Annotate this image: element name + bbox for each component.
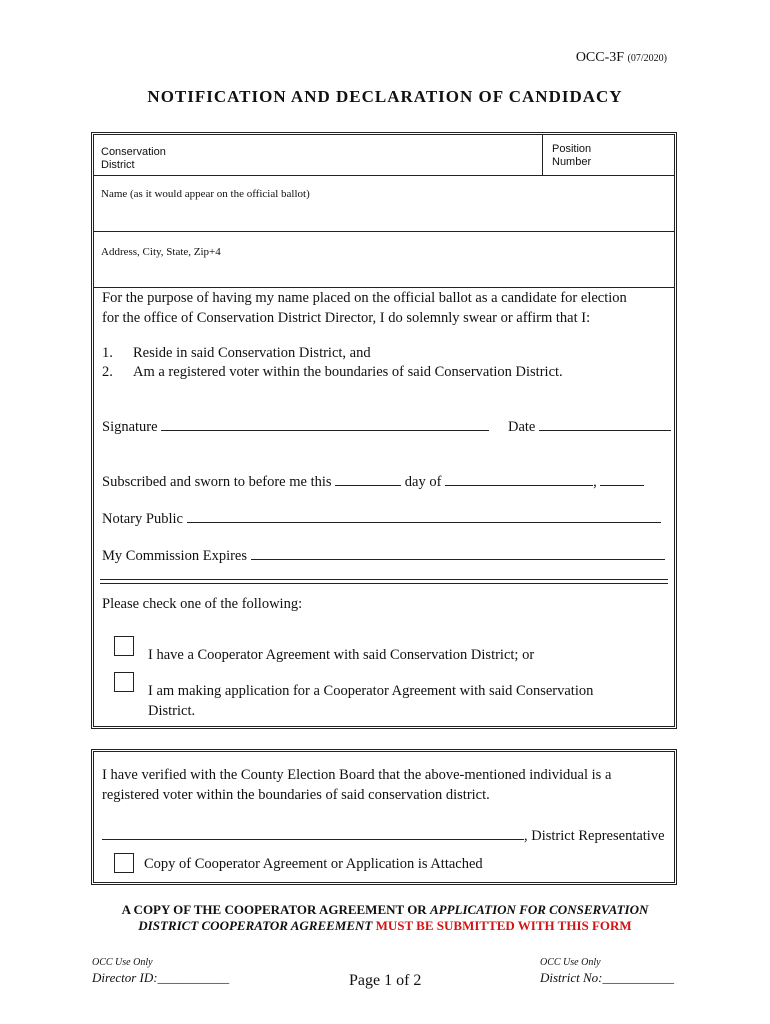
form-code	[576, 50, 667, 66]
address-field[interactable]	[98, 261, 673, 285]
date-label: Date	[508, 419, 536, 435]
representative-row	[102, 825, 665, 846]
double-divider	[100, 579, 668, 584]
form-revision: (07/2020)	[627, 53, 667, 64]
address-label: Address, City, State, Zip+4	[101, 246, 221, 258]
commission-line[interactable]	[251, 545, 665, 560]
notary-row	[102, 508, 661, 529]
submission-notice: A COPY OF THE COOPERATOR AGREEMENT OR APPLICATION FOR CONSERVATION DISTRICT COOPERATOR AGREEMENT MUST BE SUBMITTED WITH THIS FORM	[121, 902, 649, 933]
checklist-prompt: Please check one of the following:	[102, 596, 303, 612]
applying-agreement-checkbox[interactable]	[114, 672, 134, 692]
notary-line[interactable]	[187, 508, 661, 523]
has-agreement-checkbox[interactable]	[114, 636, 134, 656]
candidate-declaration-box	[91, 132, 677, 729]
verification-text: I have verified with the County Election Board that the above-mentioned individual is a registered voter within the boundaries of said conservation district.	[102, 767, 612, 803]
divider-line	[94, 231, 674, 232]
district-no-field[interactable]: District No:___________	[540, 970, 674, 985]
date-row	[508, 416, 671, 437]
declaration-item-2: 2. Am a registered voter within the boundaries of said Conservation District.	[102, 364, 563, 380]
name-field[interactable]	[98, 203, 673, 229]
declaration-intro: For the purpose of having my name placed on the official ballot as a candidate for election for the office of Conservation District Director, I do solemnly swear or affirm that I:	[102, 290, 627, 326]
representative-line[interactable]	[102, 825, 524, 840]
form-code-text: OCC-3F	[575, 50, 625, 65]
day-line[interactable]	[335, 471, 401, 486]
has-agreement-label: I have a Cooperator Agreement with said Conservation District; or	[148, 647, 535, 663]
commission-label: My Commission Expires	[102, 548, 248, 564]
agreement-attached-label: Copy of Cooperator Agreement or Application is Attached	[144, 856, 483, 872]
verification-box	[91, 749, 677, 885]
notary-label: Notary Public	[102, 511, 183, 527]
form-title: NOTIFICATION AND DECLARATION OF CANDIDACY	[147, 87, 623, 106]
district-field[interactable]	[174, 137, 534, 173]
month-line[interactable]	[445, 471, 593, 486]
occ-use-only-left: OCC Use Only	[92, 957, 153, 968]
signature-line[interactable]	[161, 416, 489, 431]
position-number-field[interactable]	[604, 137, 674, 173]
agreement-attached-checkbox[interactable]	[114, 853, 134, 873]
occ-use-only-right: OCC Use Only	[540, 957, 601, 968]
divider-line	[94, 175, 674, 176]
year-line[interactable]	[600, 471, 644, 486]
commission-row	[102, 545, 665, 566]
signature-label: Signature	[102, 419, 158, 435]
conservation-district-label: Conservation District	[101, 146, 166, 171]
applying-agreement-label: I am making application for a Cooperator Agreement with said Conservation District.	[148, 683, 594, 719]
date-line[interactable]	[539, 416, 671, 431]
signature-row	[102, 416, 489, 437]
position-number-label: Position Number	[552, 143, 592, 168]
declaration-item-1: 1. Reside in said Conservation District, and	[102, 345, 371, 361]
representative-label: , District Representative	[524, 828, 665, 844]
subscribed-row: Subscribed and sworn to before me this day of ,	[102, 471, 644, 492]
name-label: Name (as it would appear on the official ballot)	[101, 188, 310, 200]
page-number: Page 1 of 2	[349, 972, 422, 989]
position-divider	[542, 135, 543, 175]
director-id-field[interactable]: Director ID:___________	[92, 970, 230, 985]
